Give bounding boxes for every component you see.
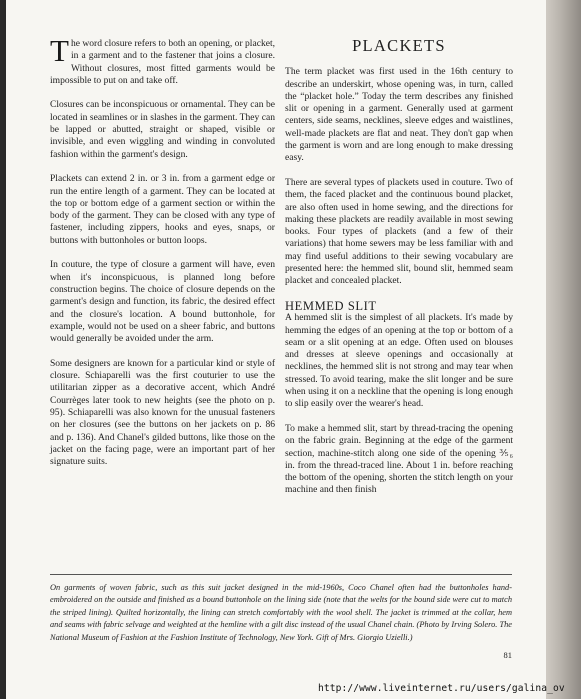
plackets-length-paragraph: Plackets can extend 2 in. or 3 in. from a garment edge or run the entire length of a garment. They can be located at the top or bottom edge of a garment section or within the body of the garment. They can be closed with any type of fastener, including zippers, hooks and eyes, snaps, or buttons with buttonholes or button loops.: [50, 173, 275, 246]
book-page: [6, 0, 546, 699]
intro-text: he word closure refers to both an opening, or placket, in a garment and to the fastener that joins a closure. Without closures, most fitted garments would be impossible to put on and take off.: [50, 38, 275, 86]
section-heading: PLACKETS: [352, 36, 446, 55]
watermark-url: http://www.liveinternet.ru/users/galina_ov: [318, 683, 565, 694]
intro-paragraph: [50, 33, 275, 87]
couture-paragraph: In couture, the type of closure a garment will have, even when it's inconspicuous, is planned long before construction begins. The choice of closure depends on the garment's design and function, its fabric, the desired effect and the closure's location. A bound buttonhole, for example, would not be used on a sheer fabric, and buttons would generally be avoided under the arm.: [50, 259, 275, 345]
drop-cap: T: [50, 33, 69, 68]
designers-paragraph: Some designers are known for a particular kind or style of closure. Schiaparelli was the first couturier to use the utilitarian zipper as a decorative accent, which André Courrèges later took to new heights (see the photo on p. 95). Schiaparelli was also known for the unusual fasteners on her closures (see the buttons on her jackets on p. 86 and p. 136). And Chanel's gilded buttons, like those on the jacket on the facing page, were an important part of her signature suits.: [50, 357, 275, 468]
hemmed-slit-paragraph: A hemmed slit is the simplest of all plackets. It's made by hemming the edges of an opening at the top or bottom of a seam or a slit opening at an edge. Often used on blouses and dresses at sleeve openings and occasionally at necklines, the hemmed slit is not strong and may tear when stressed. To avoid tearing, make the slit longer and be sure when using it on a neckline that the opening is long enough to slip easily over the wearer's head.: [285, 312, 513, 410]
right-column: [285, 38, 513, 509]
facing-page-edge: [546, 0, 581, 699]
hemmed-slit-steps-paragraph: To make a hemmed slit, start by thread-tracing the opening on the fabric grain. Beginning at the edge of the garment section, machine-stitch along one side of the opening ⅗₆ in. from the thread-traced line. About 1 in. before reaching the bottom of the opening, shorten the stitch length on your machine and then finish: [285, 422, 513, 496]
left-column: [50, 33, 275, 481]
closures-paragraph: Closures can be inconspicuous or ornamental. They can be located in seamlines or in slashes in the garment. They can be lapped or abutted, straight or shaped, visible or invisible, and even wiggling and winding in convoluted fashion within the garment's design.: [50, 99, 275, 160]
placket-types-paragraph: There are several types of plackets used in couture. Two of them, the faced placket and the continuous bound placket, are also often used in home sewing, and the directions for making these plackets are readily available in most sewing books. Four types of plackets (and a few of their variations) that home sewers may be less familiar with and may find useful additions to their sewing vocabulary are presented here: the hemmed slit, bound slit, hemmed seam placket and concealed placket.: [285, 176, 513, 287]
photo-caption: On garments of woven fabric, such as this suit jacket designed in the mid-1960s, Coco Chanel often had the buttonholes hand-embroidered on the outside and finished as a bound buttonhole on the lining side (note that the welts for the bound side were cut to match the striped lining). Quilted horizontally, the lining can stretch comfortably with the wool shell. The jacket is trimmed at the collar, hem and seams with fabric selvage and weighted at the hemline with a gilt disc instead of the usual Chanel chain. (Photo by Irving Solero. The National Museum of Fashion at the Fashion Institute of Technology, New York. Gift of Mrs. Giorgio Uzielli.): [50, 583, 512, 642]
caption-divider: [50, 574, 512, 575]
placket-definition-paragraph: The term placket was first used in the 16th century to describe an underskirt, whose opening was, in turn, called the “placket hole.” Today the term describes any finished slit or opening in a garment. Generally used at garment centers, side seams, necklines, sleeve edges and waistlines, well-made plackets are flat and neat. They don't gap when the garment is worn and are long enough to make dressing easy.: [285, 66, 513, 164]
page-number: 81: [503, 650, 512, 660]
subsection-heading: HEMMED SLIT: [285, 298, 377, 313]
